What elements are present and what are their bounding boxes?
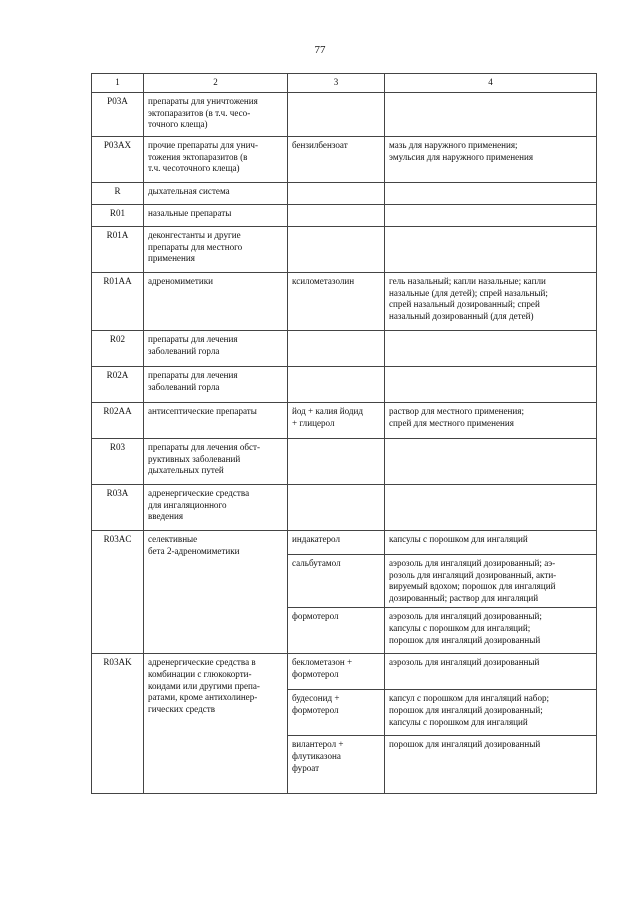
header-col-4: 4	[385, 74, 597, 93]
dosage-form	[385, 93, 597, 137]
atc-code-text: R02	[109, 334, 126, 344]
table-row	[92, 137, 597, 183]
drug-inn-text: сальбутамол	[292, 558, 341, 568]
atc-code-text: R01AA	[103, 276, 132, 286]
atc-code	[92, 183, 144, 205]
page-number: 77	[314, 44, 326, 56]
anatomical-therapeutic-group	[144, 183, 288, 205]
atc-code-text: R01A	[106, 230, 129, 240]
drug-inn	[288, 403, 385, 439]
dosage-form	[385, 608, 597, 654]
atc-code	[92, 439, 144, 485]
header-col-1: 1	[92, 74, 144, 93]
atc-code	[92, 531, 144, 654]
anatomical-therapeutic-group	[144, 367, 288, 403]
drug-inn	[288, 367, 385, 403]
table-row	[92, 654, 597, 690]
group-name-text: адренергические средства для ингаляционного введения	[148, 488, 250, 522]
table-row	[92, 439, 597, 485]
table-row	[92, 367, 597, 403]
drug-inn	[288, 608, 385, 654]
table-row	[92, 273, 597, 331]
drug-inn	[288, 736, 385, 794]
anatomical-therapeutic-group	[144, 227, 288, 273]
atc-code-text: R02AA	[103, 406, 132, 416]
dosage-form	[385, 654, 597, 690]
dosage-form	[385, 555, 597, 608]
header-col-2: 2	[144, 74, 288, 93]
table-row	[92, 93, 597, 137]
dosage-form-text: капсул с порошком для ингаляций набор; порошок для ингаляций дозированный; капсулы с порошком для ингаляций	[389, 693, 550, 727]
atc-code	[92, 137, 144, 183]
atc-code	[92, 227, 144, 273]
drug-inn	[288, 205, 385, 227]
table-row	[92, 183, 597, 205]
table-row	[92, 205, 597, 227]
drug-inn-text: формотерол	[292, 611, 339, 622]
drug-inn	[288, 273, 385, 331]
table-row	[92, 403, 597, 439]
drug-inn	[288, 555, 385, 608]
dosage-form	[385, 227, 597, 273]
table-row	[92, 485, 597, 531]
group-name-text: назальные препараты	[148, 208, 232, 218]
dosage-form	[385, 439, 597, 485]
dosage-form-text: порошок для ингаляций дозированный	[389, 739, 541, 750]
drug-inn-text: беклометазон + формотерол	[292, 657, 353, 679]
drug-classification-table	[91, 73, 597, 794]
drug-inn-text: йод + калия йодид + глицерол	[292, 406, 363, 428]
atc-code	[92, 403, 144, 439]
drug-inn	[288, 331, 385, 367]
atc-code	[92, 367, 144, 403]
table-header-row	[92, 74, 597, 93]
group-name-text: антисептические препараты	[148, 406, 257, 416]
drug-inn	[288, 654, 385, 690]
anatomical-therapeutic-group	[144, 273, 288, 331]
atc-code-text: R02A	[106, 370, 129, 380]
dosage-form	[385, 531, 597, 555]
anatomical-therapeutic-group	[144, 205, 288, 227]
drug-inn-text: индакатерол	[292, 534, 340, 544]
dosage-form	[385, 205, 597, 227]
anatomical-therapeutic-group	[144, 439, 288, 485]
group-name-text: адреномиметики	[148, 276, 214, 286]
dosage-form	[385, 736, 597, 794]
group-name-text: дыхательная система	[148, 186, 230, 196]
dosage-form	[385, 137, 597, 183]
atc-code	[92, 93, 144, 137]
drug-inn	[288, 137, 385, 183]
dosage-form	[385, 690, 597, 736]
dosage-form	[385, 183, 597, 205]
drug-inn-text: бензилбензоат	[292, 140, 348, 150]
dosage-form-text: аэрозоль для ингаляций дозированный; капсулы с порошком для ингаляций; порошок для ингаляций дозированный	[389, 611, 542, 645]
dosage-form-text: аэрозоль для ингаляций дозированный	[389, 657, 540, 668]
group-name-text: деконгестанты и другие препараты для местного применения	[148, 230, 243, 264]
atc-code	[92, 331, 144, 367]
drug-inn	[288, 439, 385, 485]
group-name-text: прочие препараты для унич- тожения эктопаразитов (в т.ч. чесоточного клеща)	[148, 140, 259, 174]
dosage-form	[385, 367, 597, 403]
atc-code-text: R03A	[106, 488, 129, 498]
dosage-form	[385, 485, 597, 531]
drug-inn-text: ксилометазолин	[292, 276, 355, 286]
anatomical-therapeutic-group	[144, 137, 288, 183]
group-name-text: препараты для лечения заболеваний горла	[148, 334, 238, 356]
dosage-form-text: раствор для местного применения; спрей для местного применения	[389, 406, 524, 428]
atc-code-text: R01	[109, 208, 126, 218]
drug-inn	[288, 690, 385, 736]
dosage-form-text: гель назальный; капли назальные; капли назальные (для детей); спрей назальный; спрей назальный дозированный; спрей назальный дозированный (для детей)	[389, 276, 548, 321]
atc-code	[92, 205, 144, 227]
header-col-3: 3	[288, 74, 385, 93]
atc-code-text: R	[114, 186, 121, 196]
drug-inn	[288, 227, 385, 273]
group-name-text: адренергические средства в комбинации с глюкокорти- коидами или другими препа- ратами, кроме антихолинер- гических средств	[148, 657, 260, 714]
anatomical-therapeutic-group	[144, 93, 288, 137]
dosage-form	[385, 273, 597, 331]
table-row	[92, 531, 597, 555]
atc-code	[92, 654, 144, 794]
table-row	[92, 227, 597, 273]
table-row	[92, 331, 597, 367]
group-name-text: препараты для лечения заболеваний горла	[148, 370, 238, 392]
atc-code-text: P03A	[107, 96, 128, 106]
dosage-form	[385, 403, 597, 439]
atc-code-text: R03AK	[103, 657, 132, 668]
atc-code	[92, 485, 144, 531]
atc-code-text: R03	[109, 442, 126, 452]
dosage-form-text: капсулы с порошком для ингаляций	[389, 534, 528, 544]
dosage-form-text: аэрозоль для ингаляций дозированный; аэ- розоль для ингаляций дозированный, акти- вируемый вдохом; порошок для ингаляций дозированный; раствор для ингаляций	[389, 558, 557, 603]
anatomical-therapeutic-group	[144, 331, 288, 367]
drug-inn-text: будесонид + формотерол	[292, 693, 340, 715]
atc-code-text: R03AC	[103, 534, 132, 544]
drug-inn	[288, 485, 385, 531]
group-name-text: селективные бета 2-адреномиметики	[148, 534, 240, 556]
anatomical-therapeutic-group	[144, 531, 288, 654]
dosage-form-text: мазь для наружного применения; эмульсия для наружного применения	[389, 140, 534, 162]
group-name-text: препараты для уничтожения эктопаразитов (в т.ч. чесо- точного клеща)	[148, 96, 258, 130]
drug-inn	[288, 531, 385, 555]
drug-inn	[288, 183, 385, 205]
atc-code	[92, 273, 144, 331]
anatomical-therapeutic-group	[144, 485, 288, 531]
group-name-text: препараты для лечения обст- руктивных заболеваний дыхательных путей	[148, 442, 261, 476]
atc-code-text: P03AX	[103, 140, 132, 150]
anatomical-therapeutic-group	[144, 403, 288, 439]
drug-inn-text: вилантерол + флутиказона фуроат	[292, 739, 344, 773]
drug-inn	[288, 93, 385, 137]
anatomical-therapeutic-group	[144, 654, 288, 794]
dosage-form	[385, 331, 597, 367]
